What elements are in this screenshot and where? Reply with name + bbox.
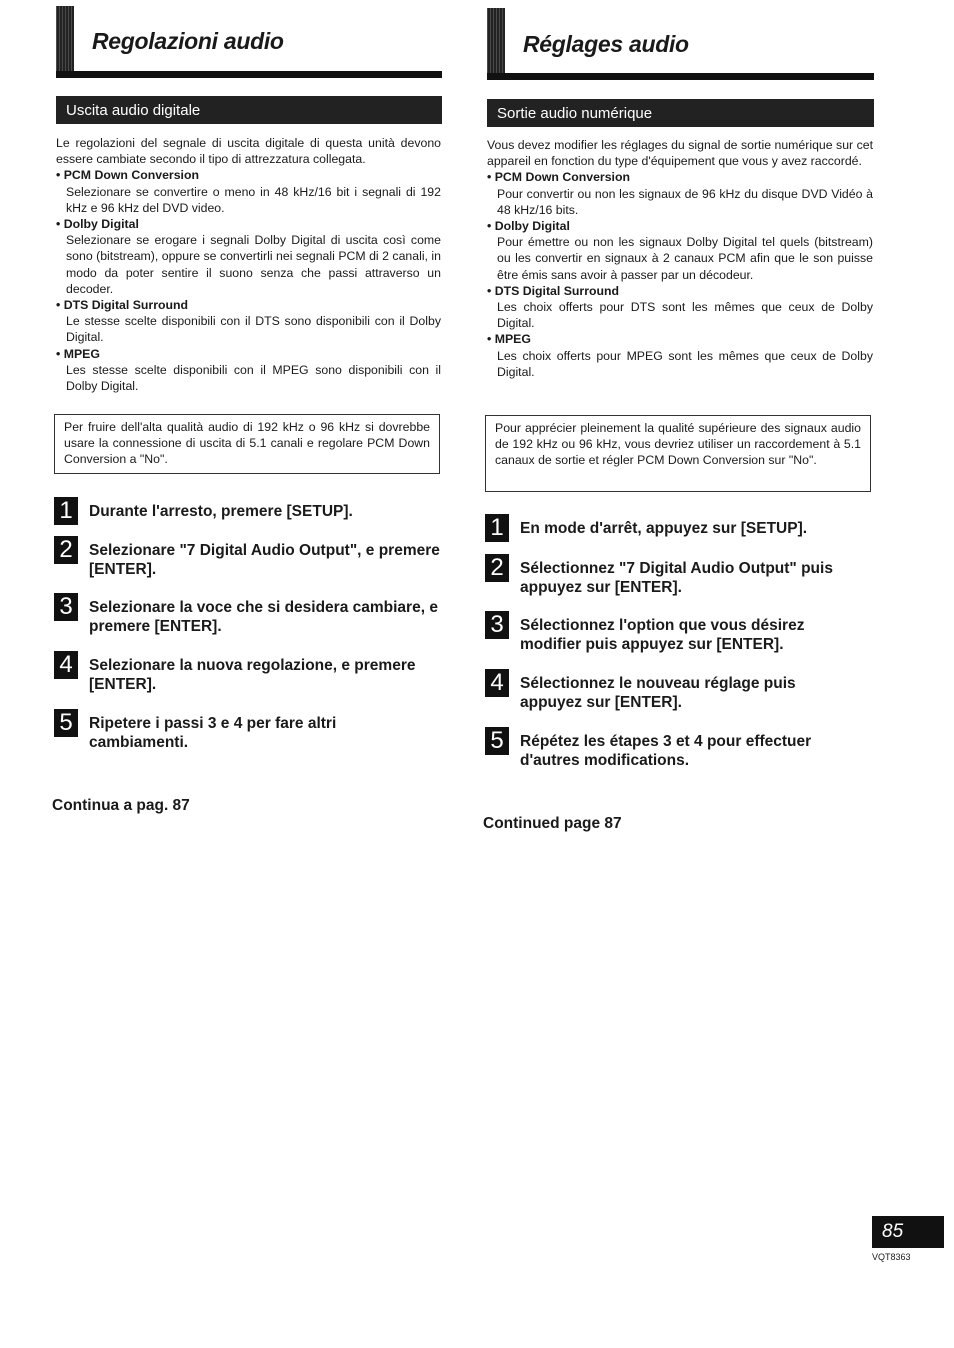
- step-number-icon: 2: [485, 554, 509, 582]
- left-item-label: • PCM Down Conversion: [56, 168, 199, 183]
- step-number-icon: 5: [485, 727, 509, 755]
- left-item-text: Le stesse scelte disponibili con il DTS sono disponibili con il Dolby Digital.: [66, 314, 441, 345]
- right-item-text: Les choix offerts pour MPEG sont les mêmes que ceux de Dolby Digital.: [497, 348, 873, 379]
- step-number-icon: 4: [54, 651, 78, 679]
- left-item-label: • Dolby Digital: [56, 217, 139, 232]
- right-title-rule: [487, 73, 874, 80]
- right-note-box: Pour apprécier pleinement la qualité supérieure des signaux audio de 192 kHz ou 96 kHz, vous devriez utiliser un raccordement à 5.1 canaux de sortie et régler PCM Down Conversion sur "No".: [485, 415, 871, 492]
- right-step-text: En mode d'arrêt, appuyez sur [SETUP].: [520, 520, 808, 537]
- right-section-heading: Sortie audio numérique: [487, 99, 874, 127]
- left-step-text: Selezionare "7 Digital Audio Output", e premere [ENTER].: [89, 542, 440, 578]
- left-item-label: • DTS Digital Surround: [56, 298, 189, 313]
- right-continued: Continued page 87: [483, 815, 622, 832]
- left-item-text: Selezionare se erogare i segnali Dolby Digital di uscita così come sono (bitstream), oppure se convertirli nei segnali PCM di 2 canali, in modo da poter sentire il suono senza che passi attraverso un decoder.: [66, 233, 441, 296]
- right-intro: Vous devez modifier les réglages du signal de sortie numérique sur cet appareil en fonction du type d'équipement que vous y avez raccordé.: [487, 138, 873, 169]
- step-number-icon: 3: [485, 611, 509, 639]
- left-continued: Continua a pag. 87: [52, 797, 190, 814]
- step-number-icon: 2: [54, 536, 78, 564]
- right-header-block: [487, 8, 505, 80]
- right-item-label: • MPEG: [487, 332, 531, 347]
- right-step-text: Répétez les étapes 3 et 4 pour effectuer d'autres modifications.: [520, 733, 812, 769]
- left-step-text: Ripetere i passi 3 e 4 per fare altri cambiamenti.: [89, 715, 337, 751]
- left-step-text: Selezionare la nuova regolazione, e premere [ENTER].: [89, 657, 416, 693]
- left-step-4: [54, 651, 444, 694]
- right-step-1: [485, 514, 875, 542]
- right-step-4: [485, 669, 855, 712]
- document-code: VQT8363: [872, 1252, 911, 1262]
- right-item-label: • DTS Digital Surround: [487, 283, 620, 298]
- right-item-label: • Dolby Digital: [487, 219, 570, 234]
- step-number-icon: 5: [54, 709, 78, 737]
- step-number-icon: 1: [54, 497, 78, 525]
- left-item-text: Selezionare se convertire o meno in 48 kHz/16 bit i segnali di 192 kHz e 96 kHz del DVD video.: [66, 184, 441, 215]
- left-step-text: Durante l'arresto, premere [SETUP].: [89, 503, 353, 520]
- right-body: [487, 137, 873, 380]
- step-number-icon: 1: [485, 514, 509, 542]
- left-intro: Le regolazioni del segnale di uscita digitale di questa unità devono essere cambiate secondo il tipo di attrezzatura collegata.: [56, 136, 441, 167]
- right-step-5: [485, 727, 855, 770]
- right-item-label: • PCM Down Conversion: [487, 170, 630, 185]
- right-step-2: [485, 554, 875, 597]
- left-step-text: Selezionare la voce che si desidera cambiare, e premere [ENTER].: [89, 599, 438, 635]
- right-step-text: Sélectionnez le nouveau réglage puis appuyez sur [ENTER].: [520, 675, 796, 711]
- right-page-title: Réglages audio: [523, 31, 689, 57]
- step-number-icon: 3: [54, 593, 78, 621]
- page-number: 85: [872, 1216, 944, 1248]
- right-step-text: Sélectionnez l'option que vous désirez modifier puis appuyez sur [ENTER].: [520, 617, 805, 653]
- right-item-text: Pour convertir ou non les signaux de 96 kHz du disque DVD Vidéo à 48 kHz/16 bits.: [497, 186, 873, 217]
- left-item-text: Les stesse scelte disponibili con il MPEG sono disponibili con il Dolby Digital.: [66, 362, 441, 394]
- left-step-3: [54, 593, 444, 636]
- left-header-block: [56, 6, 74, 78]
- left-item-label: • MPEG: [56, 346, 100, 361]
- left-step-5: [54, 709, 384, 752]
- right-item-text: Les choix offerts pour DTS sont les mêmes que ceux de Dolby Digital.: [497, 300, 873, 331]
- left-title-rule: [56, 71, 442, 78]
- left-section-heading: Uscita audio digitale: [56, 96, 442, 124]
- right-step-3: [485, 611, 855, 654]
- left-body: [56, 135, 441, 394]
- step-number-icon: 4: [485, 669, 509, 697]
- left-step-1: [54, 497, 444, 525]
- right-step-text: Sélectionnez "7 Digital Audio Output" puis appuyez sur [ENTER].: [520, 560, 833, 596]
- left-step-2: [54, 536, 444, 579]
- right-item-text: Pour émettre ou non les signaux Dolby Digital tel quels (bitstream) ou les convertir en signaux à 2 canaux PCM afin que le son puisse être émis sans avoir à passer par un décodeur.: [497, 235, 873, 282]
- left-page-title: Regolazioni audio: [92, 28, 284, 54]
- left-note-box: Per fruire dell'alta qualità audio di 192 kHz o 96 kHz si dovrebbe usare la connessione di uscita di 5.1 canali e regolare PCM Down Conversion a "No".: [54, 414, 440, 474]
